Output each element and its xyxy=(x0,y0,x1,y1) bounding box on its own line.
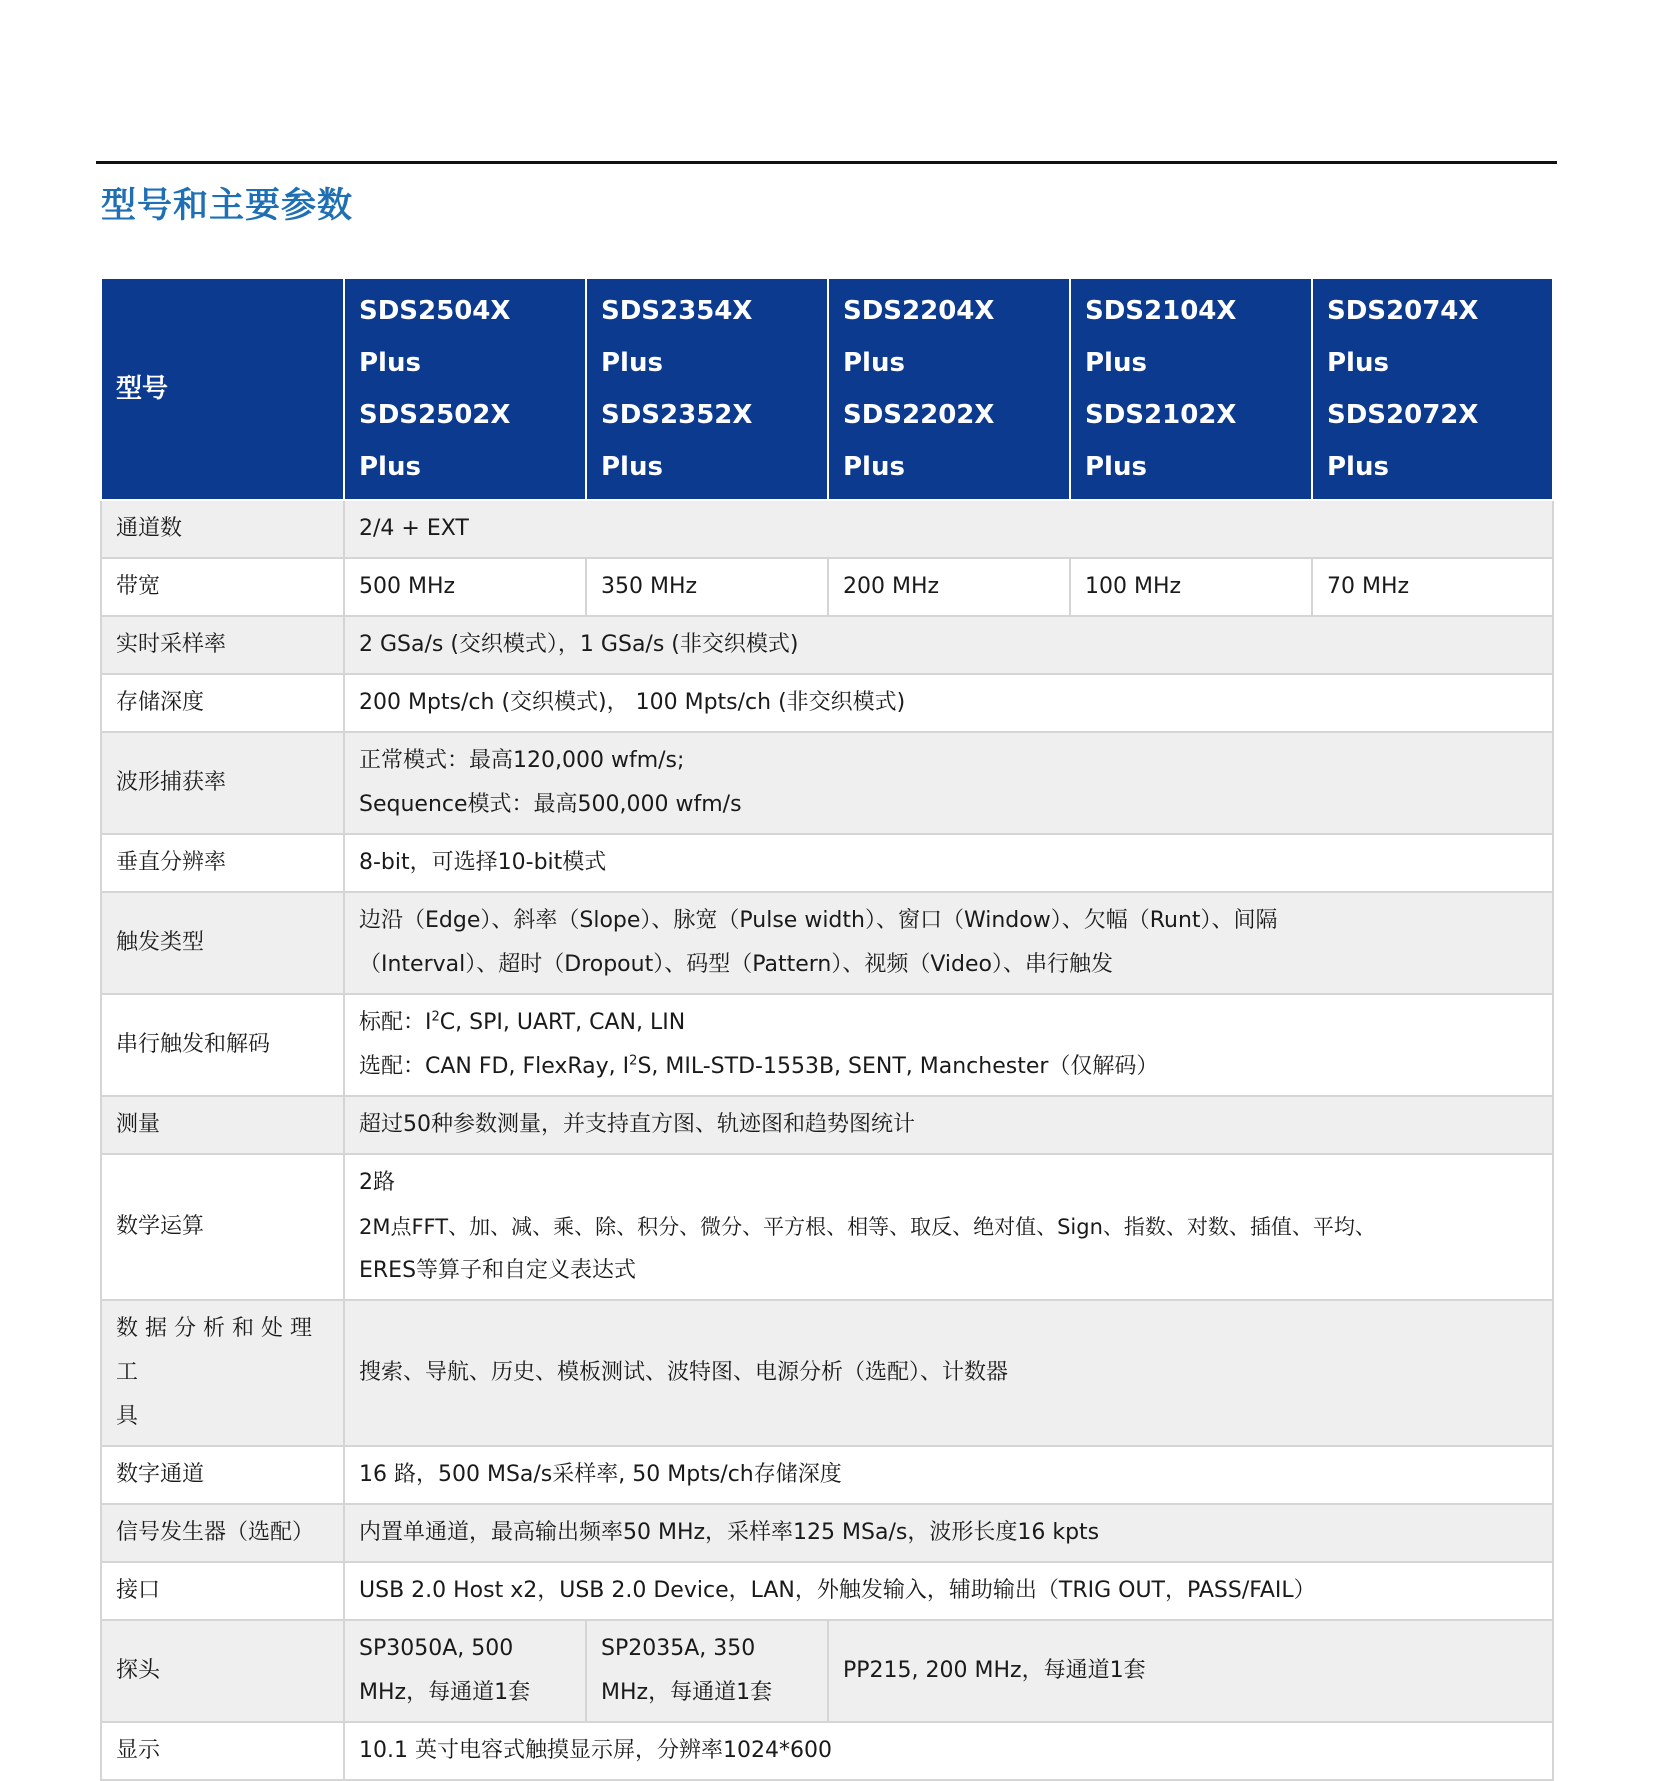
row-label: 存储深度 xyxy=(101,674,344,732)
superscript: 2 xyxy=(431,1009,440,1025)
model-name: SDS2072X Plus xyxy=(1327,400,1479,482)
row-value: 16 路，500 MSa/s采样率, 50 Mpts/ch存储深度 xyxy=(344,1446,1553,1504)
value-line: 2M点FFT、加、减、乘、除、积分、微分、平方根、相等、取反、绝对值、Sign、指数、对数、插值、平均、 xyxy=(359,1215,1376,1239)
bandwidth-value: 500 MHz xyxy=(344,558,586,616)
text-part: 标配：I xyxy=(359,1010,432,1035)
value-line: MHz，每通道1套 xyxy=(359,1680,531,1705)
row-label: 垂直分辨率 xyxy=(101,834,344,892)
model-header-5 xyxy=(1312,278,1553,500)
row-label: 带宽 xyxy=(101,558,344,616)
row-label: 探头 xyxy=(101,1620,344,1722)
row-analysis-tools xyxy=(101,1300,1553,1446)
value-line: 2路 xyxy=(359,1170,395,1195)
model-name: SDS2202X Plus xyxy=(843,400,995,482)
row-value xyxy=(344,1154,1553,1300)
row-interfaces xyxy=(101,1562,1553,1620)
spec-table xyxy=(100,277,1554,1781)
text-part: 选配：CAN FD, FlexRay, I xyxy=(359,1054,630,1079)
superscript: 2 xyxy=(629,1053,638,1069)
model-name: SDS2354X Plus xyxy=(601,296,753,378)
text-part: C, SPI, UART, CAN, LIN xyxy=(439,1010,686,1035)
value-line: SP3050A, 500 xyxy=(359,1636,514,1661)
row-label: 接口 xyxy=(101,1562,344,1620)
row-label: 波形捕获率 xyxy=(101,732,344,834)
row-label: 信号发生器（选配） xyxy=(101,1504,344,1562)
row-sample-rate xyxy=(101,616,1553,674)
row-math xyxy=(101,1154,1553,1300)
row-serial-decode xyxy=(101,994,1553,1096)
model-name: SDS2074X Plus xyxy=(1327,296,1479,378)
model-name: SDS2502X Plus xyxy=(359,400,511,482)
row-memory xyxy=(101,674,1553,732)
probe-value xyxy=(344,1620,586,1722)
row-digital-channels xyxy=(101,1446,1553,1504)
bandwidth-value: 200 MHz xyxy=(828,558,1070,616)
value-line: Sequence模式：最高500,000 wfm/s xyxy=(359,792,742,817)
row-trigger-types xyxy=(101,892,1553,994)
row-label: 数字通道 xyxy=(101,1446,344,1504)
value-line xyxy=(359,1001,1538,1045)
row-label: 串行触发和解码 xyxy=(101,994,344,1096)
row-bandwidth xyxy=(101,558,1553,616)
bandwidth-value: 100 MHz xyxy=(1070,558,1312,616)
row-value: USB 2.0 Host x2，USB 2.0 Device，LAN，外触发输入，辅助输出（TRIG OUT，PASS/FAIL） xyxy=(344,1562,1553,1620)
row-value: 内置单通道，最高输出频率50 MHz，采样率125 MSa/s，波形长度16 kpts xyxy=(344,1504,1553,1562)
value-line: 边沿（Edge）、斜率（Slope）、脉宽（Pulse width）、窗口（Window）、欠幅（Runt）、间隔 xyxy=(359,908,1278,933)
probe-value xyxy=(586,1620,828,1722)
model-name: SDS2352X Plus xyxy=(601,400,753,482)
value-line: MHz，每通道1套 xyxy=(601,1680,773,1705)
row-label: 显示 xyxy=(101,1722,344,1780)
row-value: 搜索、导航、历史、模板测试、波特图、电源分析（选配）、计数器 xyxy=(344,1300,1553,1446)
header-row xyxy=(101,278,1553,500)
row-value xyxy=(344,892,1553,994)
model-name: SDS2102X Plus xyxy=(1085,400,1237,482)
header-label: 型号 xyxy=(101,278,344,500)
row-label: 实时采样率 xyxy=(101,616,344,674)
row-value xyxy=(344,994,1553,1096)
row-vertical-resolution xyxy=(101,834,1553,892)
value-line: 正常模式：最高120,000 wfm/s; xyxy=(359,748,685,773)
row-label: 通道数 xyxy=(101,500,344,558)
row-value: 8-bit，可选择10-bit模式 xyxy=(344,834,1553,892)
row-display xyxy=(101,1722,1553,1780)
model-header-1 xyxy=(344,278,586,500)
row-value: 200 Mpts/ch (交织模式)， 100 Mpts/ch (非交织模式) xyxy=(344,674,1553,732)
model-name: SDS2104X Plus xyxy=(1085,296,1237,378)
value-line: ERES等算子和自定义表达式 xyxy=(359,1258,637,1283)
model-header-2 xyxy=(586,278,828,500)
row-measurement xyxy=(101,1096,1553,1154)
page-title: 型号和主要参数 xyxy=(101,186,354,226)
model-name: SDS2204X Plus xyxy=(843,296,995,378)
row-label: 数学运算 xyxy=(101,1154,344,1300)
row-value: 2 GSa/s (交织模式），1 GSa/s (非交织模式) xyxy=(344,616,1553,674)
row-label xyxy=(101,1300,344,1446)
row-label: 触发类型 xyxy=(101,892,344,994)
row-channels xyxy=(101,500,1553,558)
value-line xyxy=(359,1045,1538,1089)
row-value: 2/4 + EXT xyxy=(344,500,1553,558)
value-line: （Interval）、超时（Dropout）、码型（Pattern）、视频（Video）、串行触发 xyxy=(359,952,1113,977)
label-line: 数 据 分 析 和 处 理 工 xyxy=(116,1316,312,1385)
row-capture-rate xyxy=(101,732,1553,834)
model-name: SDS2504X Plus xyxy=(359,296,511,378)
model-header-4 xyxy=(1070,278,1312,500)
bandwidth-value: 350 MHz xyxy=(586,558,828,616)
bandwidth-value: 70 MHz xyxy=(1312,558,1553,616)
row-label: 测量 xyxy=(101,1096,344,1154)
row-signal-generator xyxy=(101,1504,1553,1562)
row-probes xyxy=(101,1620,1553,1722)
value-line: SP2035A, 350 xyxy=(601,1636,756,1661)
row-value: 10.1 英寸电容式触摸显示屏，分辨率1024*600 xyxy=(344,1722,1553,1780)
label-line: 具 xyxy=(116,1404,139,1429)
model-header-3 xyxy=(828,278,1070,500)
top-rule xyxy=(96,161,1557,164)
probe-value: PP215, 200 MHz，每通道1套 xyxy=(828,1620,1553,1722)
row-value: 超过50种参数测量，并支持直方图、轨迹图和趋势图统计 xyxy=(344,1096,1553,1154)
row-value xyxy=(344,732,1553,834)
text-part: S, MIL-STD-1553B, SENT, Manchester（仅解码） xyxy=(637,1054,1159,1079)
